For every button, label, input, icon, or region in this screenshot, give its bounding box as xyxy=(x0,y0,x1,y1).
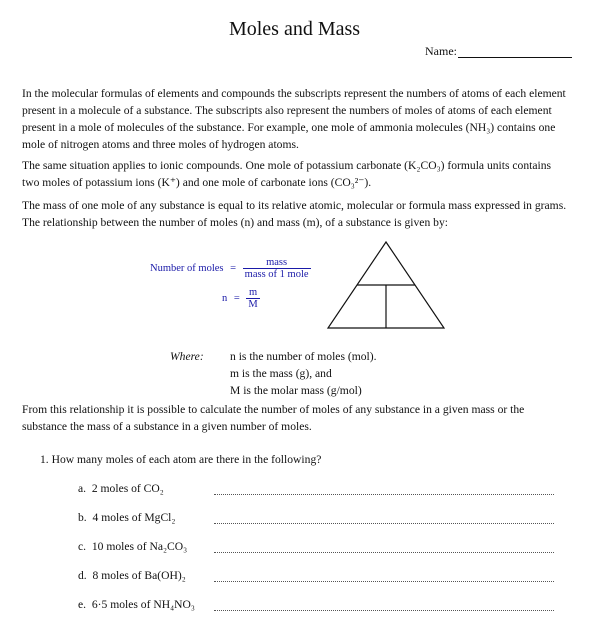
question-item-e xyxy=(78,598,195,611)
item-label: b. xyxy=(78,511,87,524)
question-item-c xyxy=(78,540,187,553)
answer-line-d[interactable] xyxy=(214,581,554,582)
paragraph-calculation: From this relationship it is possible to calculate the number of moles of any substance in a given mass or the substance the mass of a substance in a given number of moles. xyxy=(22,403,525,433)
where-label: Where: xyxy=(170,350,204,363)
formula-triangle-diagram xyxy=(326,240,448,330)
question-1: 1. How many moles of each atom are there in the following? xyxy=(40,453,322,466)
formula-lhs-words: Number of moles xyxy=(150,262,224,274)
item-text: 8 moles of Ba(OH)₂ xyxy=(92,569,186,582)
formula-equals: = xyxy=(230,262,237,274)
item-label: e. xyxy=(78,598,87,611)
item-text: 4 moles of MgCl₂ xyxy=(92,511,176,524)
where-item-n: n is the number of moles (mol). xyxy=(230,350,377,363)
formula-denominator-mass-of-1-mole: mass of 1 mole xyxy=(244,269,309,280)
formula-number-of-moles xyxy=(150,257,311,280)
item-label: c. xyxy=(78,540,87,553)
formula-numerator-m: m xyxy=(246,287,259,299)
where-item-m: m is the mass (g), and xyxy=(230,367,332,380)
question-item-a xyxy=(78,482,164,495)
formula-lhs-n: n xyxy=(222,292,228,304)
answer-line-c[interactable] xyxy=(214,552,554,553)
paragraph-molar-mass: The mass of one mole of any substance is equal to its relative atomic, molecular or formula mass expressed in grams. The relationship between the number of moles (n) and mass (m), of a substance is given by: xyxy=(22,199,567,229)
page-title: Moles and Mass xyxy=(228,18,361,40)
item-text: 2 moles of CO₂ xyxy=(91,482,164,495)
answer-line-b[interactable] xyxy=(214,523,554,524)
name-label: Name: xyxy=(425,44,457,58)
answer-line-e[interactable] xyxy=(214,610,554,611)
where-item-M: M is the molar mass (g/mol) xyxy=(230,384,362,397)
question-item-d xyxy=(78,569,186,582)
answer-line-a[interactable] xyxy=(214,494,554,495)
item-label: a. xyxy=(78,482,87,495)
item-text: 10 moles of Na₂CO₃ xyxy=(91,540,188,553)
formula-fraction-words xyxy=(243,257,311,280)
formula-numerator-mass: mass xyxy=(243,257,311,269)
formula-equals-2: = xyxy=(233,292,240,304)
name-field-line xyxy=(458,57,572,58)
item-label: d. xyxy=(78,569,87,582)
formula-fraction-symbols xyxy=(246,287,259,310)
paragraph-subscripts: In the molecular formulas of elements and compounds the subscripts represent the numbers of atoms of each element present in a molecule of a substance. The subscripts also represent the numbers of moles of atoms of each element present in a mole of molecules of the substance. For example, one mole of ammonia molecules (NH₃) contains one mole of nitrogen atoms and three moles of hydrogen atoms. xyxy=(22,87,566,151)
formula-symbols xyxy=(222,287,260,310)
item-text: 6·5 moles of NH₄NO₃ xyxy=(91,598,195,611)
question-item-b xyxy=(78,511,175,524)
formula-denominator-M: M xyxy=(248,299,258,310)
paragraph-ionic-compounds: The same situation applies to ionic compounds. One mole of potassium carbonate (K₂CO₃) formula units contains two moles of potassium ions (K⁺) and one mole of carbonate ions (CO₃²⁻). xyxy=(22,159,552,189)
